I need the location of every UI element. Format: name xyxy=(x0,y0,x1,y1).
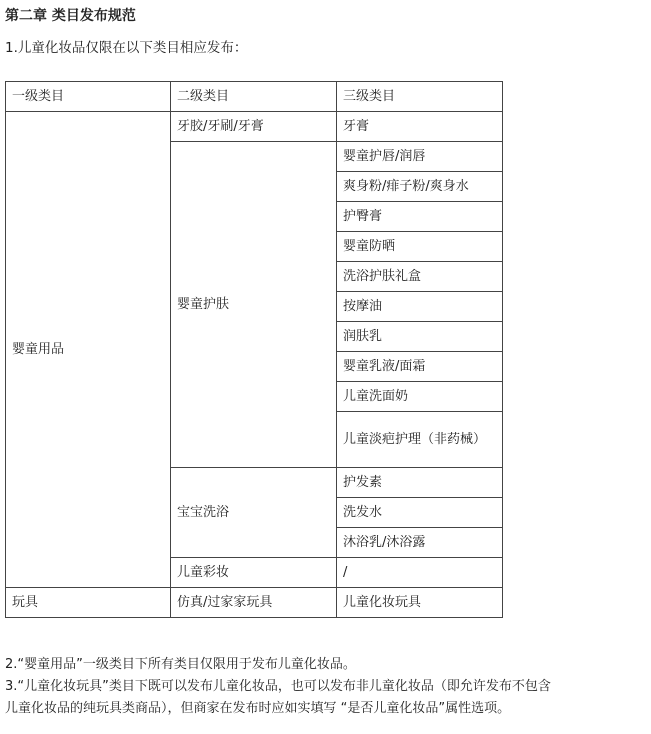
level3-cell: 润肤乳 xyxy=(337,322,503,352)
level3-cell: 爽身粉/痱子粉/爽身水 xyxy=(337,172,503,202)
level3-cell: 洗发水 xyxy=(337,498,503,528)
level3-cell: 儿童洗面奶 xyxy=(337,382,503,412)
level2-cell: 儿童彩妆 xyxy=(171,558,337,588)
category-table xyxy=(5,81,503,618)
level2-cell: 宝宝洗浴 xyxy=(171,468,337,558)
level3-cell: / xyxy=(337,558,503,588)
table-row xyxy=(6,588,503,618)
header-level2: 二级类目 xyxy=(171,82,337,112)
level3-cell: 护发素 xyxy=(337,468,503,498)
level3-cell: 婴童乳液/面霜 xyxy=(337,352,503,382)
level3-cell: 牙膏 xyxy=(337,112,503,142)
level3-cell: 洗浴护肤礼盒 xyxy=(337,262,503,292)
level3-cell: 按摩油 xyxy=(337,292,503,322)
table-header-row xyxy=(6,82,503,112)
intro-paragraph: 1.儿童化妆品仅限在以下类目相应发布： xyxy=(5,40,248,56)
level2-cell: 仿真/过家家玩具 xyxy=(171,588,337,618)
level2-cell: 婴童护肤 xyxy=(171,142,337,468)
level1-cell: 玩具 xyxy=(6,588,171,618)
header-level1: 一级类目 xyxy=(6,82,171,112)
header-level3: 三级类目 xyxy=(337,82,503,112)
table-row xyxy=(6,112,503,142)
note-line: 3.“儿童化妆玩具”类目下既可以发布儿童化妆品，也可以发布非儿童化妆品（即允许发布不包含 xyxy=(5,679,551,694)
notes-section xyxy=(5,654,645,720)
level3-cell: 婴童防晒 xyxy=(337,232,503,262)
note-line: 2.“婴童用品”一级类目下所有类目仅限用于发布儿童化妆品。 xyxy=(5,657,356,672)
level3-cell: 儿童淡疤护理（非药械） xyxy=(337,412,503,468)
note-line: 儿童化妆品的纯玩具类商品），但商家在发布时应如实填写 “是否儿童化妆品”属性选项。 xyxy=(5,701,511,716)
level3-cell: 护臀膏 xyxy=(337,202,503,232)
level3-cell: 婴童护唇/润唇 xyxy=(337,142,503,172)
level2-cell: 牙胶/牙刷/牙膏 xyxy=(171,112,337,142)
level3-cell: 儿童化妆玩具 xyxy=(337,588,503,618)
chapter-title: 第二章 类目发布规范 xyxy=(5,8,136,24)
level3-cell: 沐浴乳/沐浴露 xyxy=(337,528,503,558)
level1-cell: 婴童用品 xyxy=(6,112,171,588)
